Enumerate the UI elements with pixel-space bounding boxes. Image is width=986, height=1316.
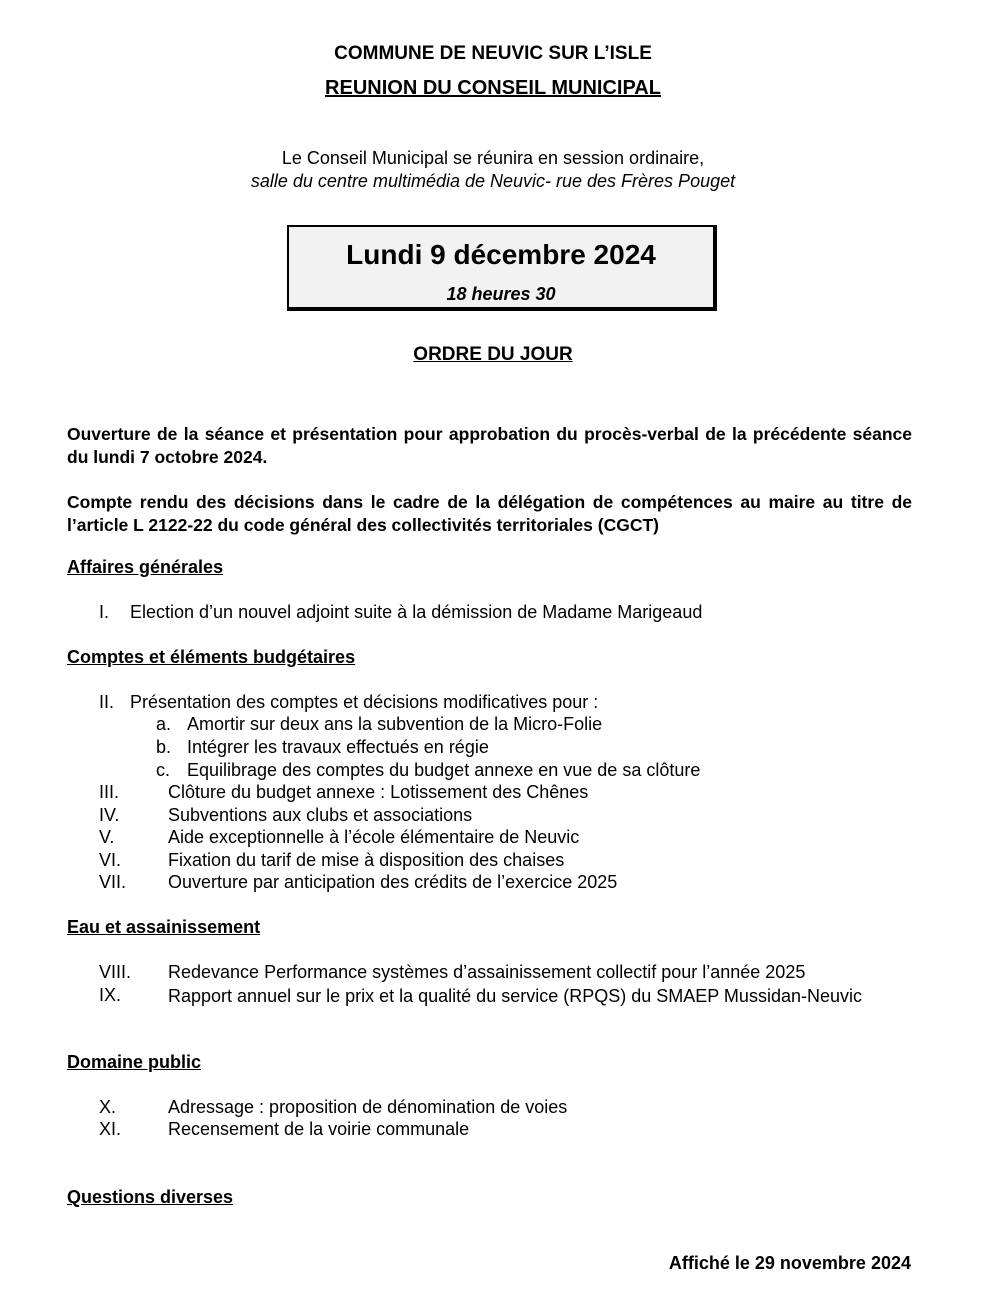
subitem-letter: b. bbox=[156, 737, 172, 757]
report-paragraph: Compte rendu des décisions dans le cadre de la délégation de compétences au maire au titre de l’article L 2122-22 du code général des collectivités territoriales (CGCT) bbox=[67, 492, 912, 535]
commune-title: COMMUNE DE NEUVIC SUR L’ISLE bbox=[334, 43, 652, 64]
agenda-item: Ouverture par anticipation des crédits de l’exercice 2025 bbox=[168, 872, 618, 892]
agenda-subitem: Equilibrage des comptes du budget annexe en vue de sa clôture bbox=[187, 760, 701, 780]
section-title-questions: Questions diverses bbox=[67, 1187, 234, 1207]
opening-paragraph: Ouverture de la séance et présentation pour approbation du procès-verbal de la précédente séance du lundi 7 octobre 2024. bbox=[67, 424, 912, 467]
posting-date: Affiché le 29 novembre 2024 bbox=[668, 1253, 911, 1273]
subitem-letter: c. bbox=[156, 760, 171, 780]
agenda-item: Présentation des comptes et décisions modificatives pour : bbox=[130, 692, 599, 712]
agenda-item: Aide exceptionnelle à l’école élémentaire de Neuvic bbox=[168, 827, 580, 847]
item-number: X. bbox=[99, 1097, 117, 1117]
agenda-item: Adressage : proposition de dénomination de voies bbox=[168, 1097, 568, 1117]
section-title-eau: Eau et assainissement bbox=[67, 917, 261, 937]
item-number: VIII. bbox=[99, 962, 132, 982]
item-number: XI. bbox=[99, 1119, 122, 1139]
agenda-subitem: Intégrer les travaux effectués en régie bbox=[187, 737, 489, 757]
item-number: V. bbox=[99, 827, 115, 847]
agenda-heading: ORDRE DU JOUR bbox=[413, 344, 573, 365]
section-title-domaine: Domaine public bbox=[67, 1052, 202, 1072]
intro-line-1: Le Conseil Municipal se réunira en session ordinaire, bbox=[281, 148, 705, 168]
agenda-item: Election d’un nouvel adjoint suite à la démission de Madame Marigeaud bbox=[130, 602, 703, 622]
item-number: I. bbox=[99, 602, 110, 622]
meeting-date-box bbox=[287, 225, 717, 311]
item-number: VI. bbox=[99, 850, 122, 870]
section-title-comptes: Comptes et éléments budgétaires bbox=[67, 647, 356, 667]
item-number: III. bbox=[99, 782, 120, 802]
agenda-item: Recensement de la voirie communale bbox=[168, 1119, 470, 1139]
item-number: IX. bbox=[99, 985, 122, 1005]
intro-line-2: salle du centre multimédia de Neuvic- rue des Frères Pouget bbox=[250, 171, 736, 191]
item-number: IV. bbox=[99, 805, 120, 825]
agenda-item: Clôture du budget annexe : Lotissement des Chênes bbox=[168, 782, 589, 802]
meeting-title: REUNION DU CONSEIL MUNICIPAL bbox=[325, 77, 661, 99]
agenda-item: Rapport annuel sur le prix et la qualité du service (RPQS) du SMAEP Mussidan-Neuvic bbox=[168, 986, 862, 1006]
meeting-time: 18 heures 30 bbox=[446, 284, 556, 304]
item-number: II. bbox=[99, 692, 115, 712]
agenda-item: Redevance Performance systèmes d’assainissement collectif pour l’année 2025 bbox=[168, 962, 806, 982]
agenda-item: Subventions aux clubs et associations bbox=[168, 805, 473, 825]
section-title-affaires-generales: Affaires générales bbox=[67, 557, 224, 577]
agenda-subitem: Amortir sur deux ans la subvention de la Micro-Folie bbox=[187, 714, 603, 734]
meeting-date: Lundi 9 décembre 2024 bbox=[346, 239, 656, 270]
agenda-item: Fixation du tarif de mise à disposition des chaises bbox=[168, 850, 565, 870]
subitem-letter: a. bbox=[156, 714, 172, 734]
item-number: VII. bbox=[99, 872, 127, 892]
